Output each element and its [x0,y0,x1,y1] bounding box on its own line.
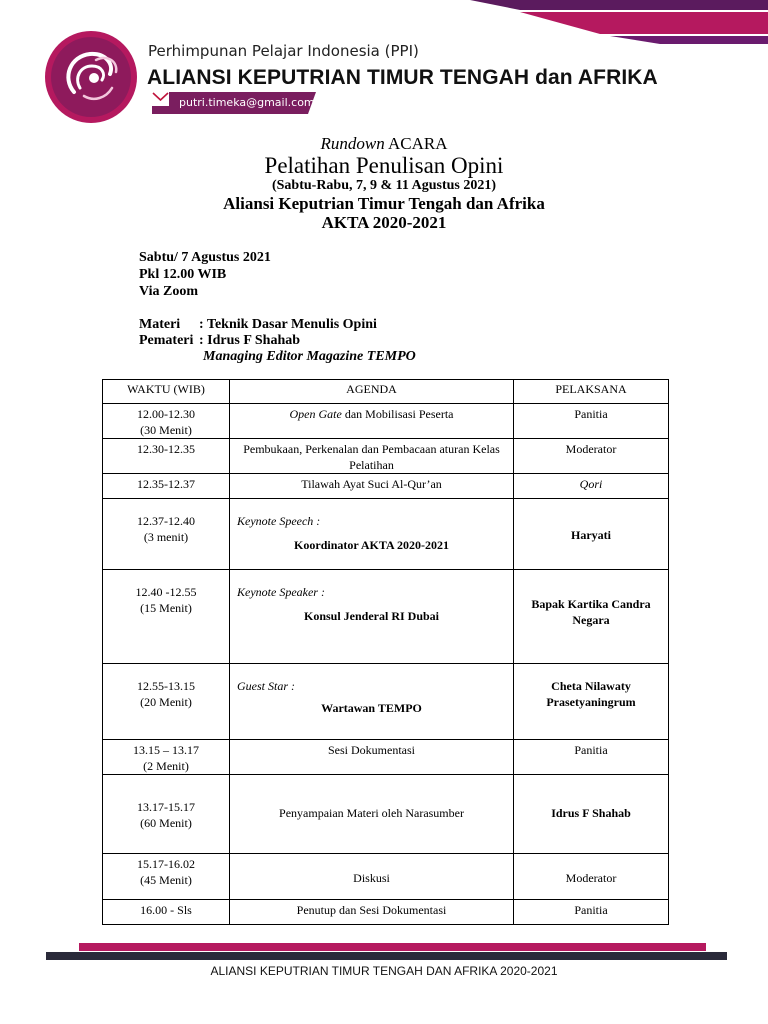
pelaksana-cell: Panitia [514,900,669,925]
agenda-cell: Sesi Dokumentasi [230,740,514,775]
table-row [103,900,669,925]
header-waktu: WAKTU (WIB) [103,380,230,404]
mail-icon [152,92,169,106]
info-materi [139,317,377,333]
time-cell: 16.00 - Sls [103,900,230,925]
table-row [103,499,669,570]
table-row [103,664,669,740]
agenda-cell: Penutup dan Sesi Dokumentasi [230,900,514,925]
ppi-logo [44,30,138,124]
org-subtitle: Perhimpunan Pelajar Indonesia (PPI) [148,42,419,60]
pelaksana-cell: Panitia [514,404,669,439]
time-cell: 12.35-12.37 [103,474,230,499]
info-via: Via Zoom [139,284,198,299]
rundown-rest: ACARA [388,134,448,153]
rundown-table [102,379,669,925]
pelaksana-cell: Moderator [514,439,669,474]
info-day: Sabtu/ 7 Agustus 2021 [139,250,271,265]
table-row [103,439,669,474]
pelaksana-cell: Panitia [514,740,669,775]
agenda-cell: Keynote Speaker : Konsul Jenderal RI Dubai [230,570,514,664]
time-cell: 12.00-12.30 (30 Menit) [103,404,230,439]
table-header-row [103,380,669,404]
table-row [103,775,669,854]
pelaksana-cell: Idrus F Shahab [514,775,669,854]
table-row [103,854,669,900]
akta-period: AKTA 2020-2021 [321,213,447,232]
agenda-cell: Penyampaian Materi oleh Narasumber [230,775,514,854]
time-cell: 13.17-15.17 (60 Menit) [103,775,230,854]
materi-label: Materi [139,317,181,332]
pelaksana-cell: Bapak Kartika Candra Negara [514,570,669,664]
event-dates: (Sabtu-Rabu, 7, 9 & 11 Agustus 2021) [271,178,497,193]
pemateri-role: Managing Editor Magazine TEMPO [203,349,416,364]
email-address[interactable]: putri.timeka@gmail.com [179,96,315,109]
rundown-italic: Rundown [320,134,385,153]
agenda-cell: Open Gate dan Mobilisasi Peserta [230,404,514,439]
table-row [103,570,669,664]
materi-value: : Teknik Dasar Menulis Opini [199,317,377,332]
time-cell: 12.55-13.15 (20 Menit) [103,664,230,740]
agenda-cell: Diskusi [230,854,514,900]
info-time: Pkl 12.00 WIB [139,267,227,282]
pemateri-label: Pemateri [139,333,194,348]
rundown-heading [0,134,768,154]
pelaksana-cell: Haryati [514,499,669,570]
organizer-name: Aliansi Keputrian Timur Tengah dan Afrika [223,194,545,213]
time-cell: 13.15 – 13.17 (2 Menit) [103,740,230,775]
time-cell: 15.17-16.02 (45 Menit) [103,854,230,900]
time-cell: 12.37-12.40 (3 menit) [103,499,230,570]
table-row [103,474,669,499]
info-pemateri [139,333,300,349]
event-title: Pelatihan Penulisan Opini [264,153,504,178]
header-agenda: AGENDA [230,380,514,404]
footer-text: ALIANSI KEPUTRIAN TIMUR TENGAH DAN AFRIKA 2020-2021 [210,964,558,978]
pelaksana-cell: Cheta Nilawaty Prasetyaningrum [514,664,669,740]
pelaksana-cell: Moderator [514,854,669,900]
time-cell: 12.30-12.35 [103,439,230,474]
table-row [103,404,669,439]
agenda-cell: Guest Star : Wartawan TEMPO [230,664,514,740]
header-pelaksana: PELAKSANA [514,380,669,404]
pemateri-value: : Idrus F Shahab [199,333,301,348]
agenda-cell: Tilawah Ayat Suci Al-Qur’an [230,474,514,499]
org-title: ALIANSI KEPUTRIAN TIMUR TENGAH dan AFRIKA [147,66,658,89]
table-row [103,740,669,775]
agenda-cell: Keynote Speech : Koordinator AKTA 2020-2021 [230,499,514,570]
email-banner [152,92,316,114]
pelaksana-cell: Qori [514,474,669,499]
time-cell: 12.40 -12.55 (15 Menit) [103,570,230,664]
footer-bar-pink [79,943,706,951]
footer-bar-dark [46,952,727,960]
agenda-cell: Pembukaan, Perkenalan dan Pembacaan aturan Kelas Pelatihan [230,439,514,474]
